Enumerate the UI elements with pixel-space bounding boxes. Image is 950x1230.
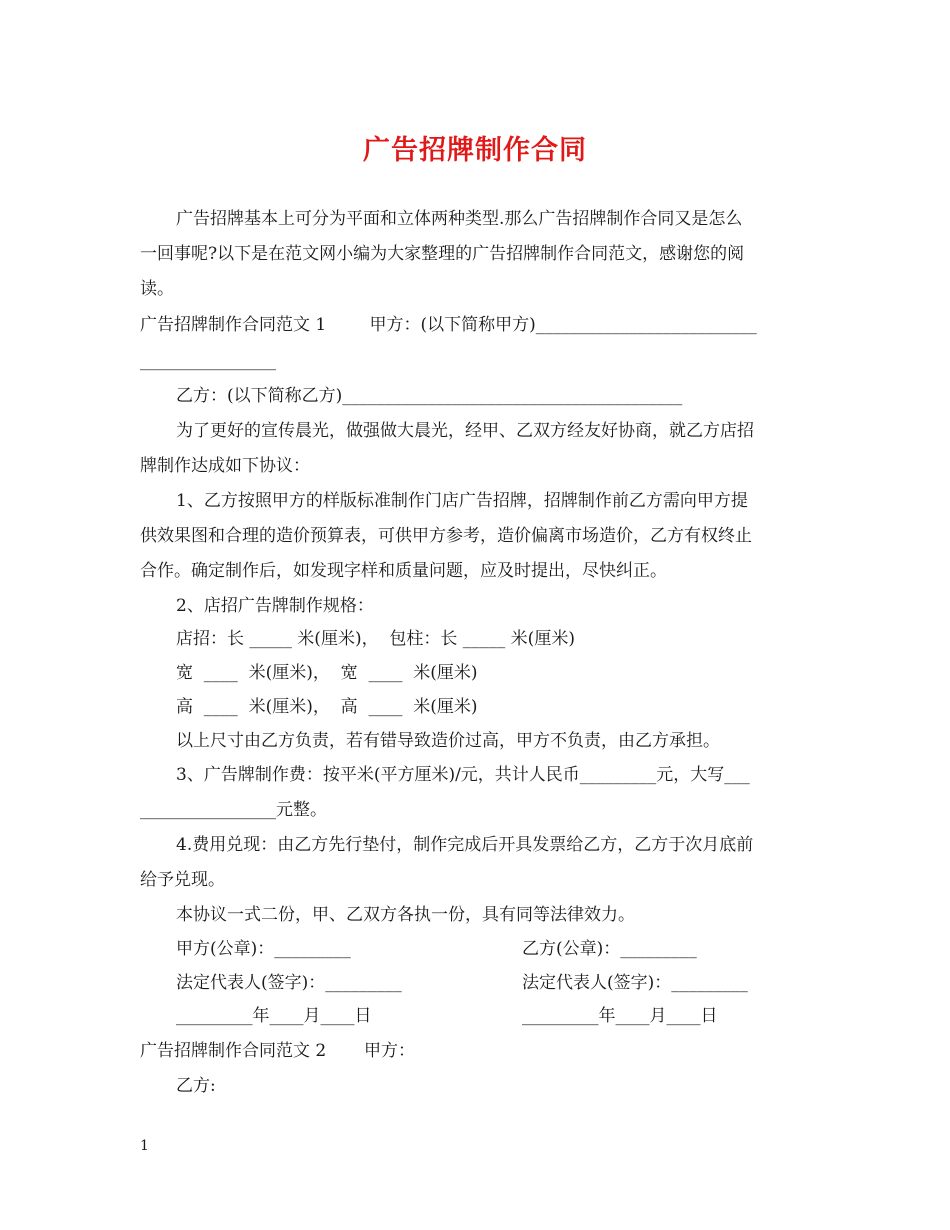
document-title: 广告招牌制作合同: [363, 135, 587, 166]
intro-line-3: 读。: [140, 279, 174, 299]
clause1-line-2: 供效果图和合理的造价预算表，可供甲方参考，造价偏离市场造价，乙方有权终止: [140, 526, 752, 546]
party-a-date: _________年____月____日: [176, 1006, 372, 1026]
copies-line: 本协议一式二份，甲、乙双方各执一份，具有同等法律效力。: [176, 905, 635, 925]
clause3-line-2: ________________元整。: [140, 800, 327, 820]
intro-line-1: 广告招牌基本上可分为平面和立体两种类型.那么广告招牌制作合同又是怎么: [176, 209, 743, 229]
sample1-heading: 广告招牌制作合同范文 1 甲方：(以下简称甲方)__________________________: [140, 315, 757, 335]
sample2-party-b: 乙方:: [176, 1076, 216, 1096]
clause1-line-1: 1、乙方按照甲方的样版标准制作门店广告招牌，招牌制作前乙方需向甲方提: [176, 491, 748, 511]
clause3-line-1: 3、广告牌制作费：按平米(平方厘米)/元，共计人民币_________元，大写___: [176, 765, 750, 785]
responsibility-line: 以上尺寸由乙方负责，若有错导致造价过高，甲方不负责，由乙方承担。: [176, 731, 720, 751]
clause1-line-3: 合作。确定制作后，如发现字样和质量问题，应及时提出，尽快纠正。: [140, 561, 667, 581]
purpose-line-2: 牌制作达成如下协议：: [140, 456, 310, 476]
party-a-seal: 甲方(公章)：_________: [176, 939, 351, 959]
party-b-date: _________年____月____日: [522, 1006, 718, 1026]
spec-line-width: 宽 ____ 米(厘米)， 宽 ____ 米(厘米): [176, 663, 478, 683]
spec-line-length: 店招：长 _____ 米(厘米)， 包柱：长 _____ 米(厘米): [176, 629, 575, 649]
purpose-line-1: 为了更好的宣传晨光，做强做大晨光，经甲、乙双方经友好协商，就乙方店招: [176, 421, 754, 441]
party-b-line: 乙方：(以下简称乙方)________________________________________: [176, 386, 683, 406]
party-b-representative: 法定代表人(签字)：_________: [522, 973, 748, 993]
party-b-seal: 乙方(公章)：_________: [522, 939, 697, 959]
page-number: 1: [140, 1138, 149, 1154]
intro-line-2: 一回事呢?以下是在范文网小编为大家整理的广告招牌制作合同范文，感谢您的阅: [140, 244, 745, 264]
sample2-heading: 广告招牌制作合同范文 2 甲方：: [140, 1041, 416, 1061]
party-a-representative: 法定代表人(签字)：_________: [176, 973, 402, 993]
party-a-blank-continuation: ________________: [140, 351, 276, 371]
clause4-line-2: 给予兑现。: [140, 870, 225, 890]
spec-line-height: 高 ____ 米(厘米)， 高 ____ 米(厘米): [176, 697, 478, 717]
clause2-title: 2、店招广告牌制作规格：: [176, 596, 374, 616]
clause4-line-1: 4.费用兑现：由乙方先行垫付，制作完成后开具发票给乙方，乙方于次月底前: [176, 835, 754, 855]
